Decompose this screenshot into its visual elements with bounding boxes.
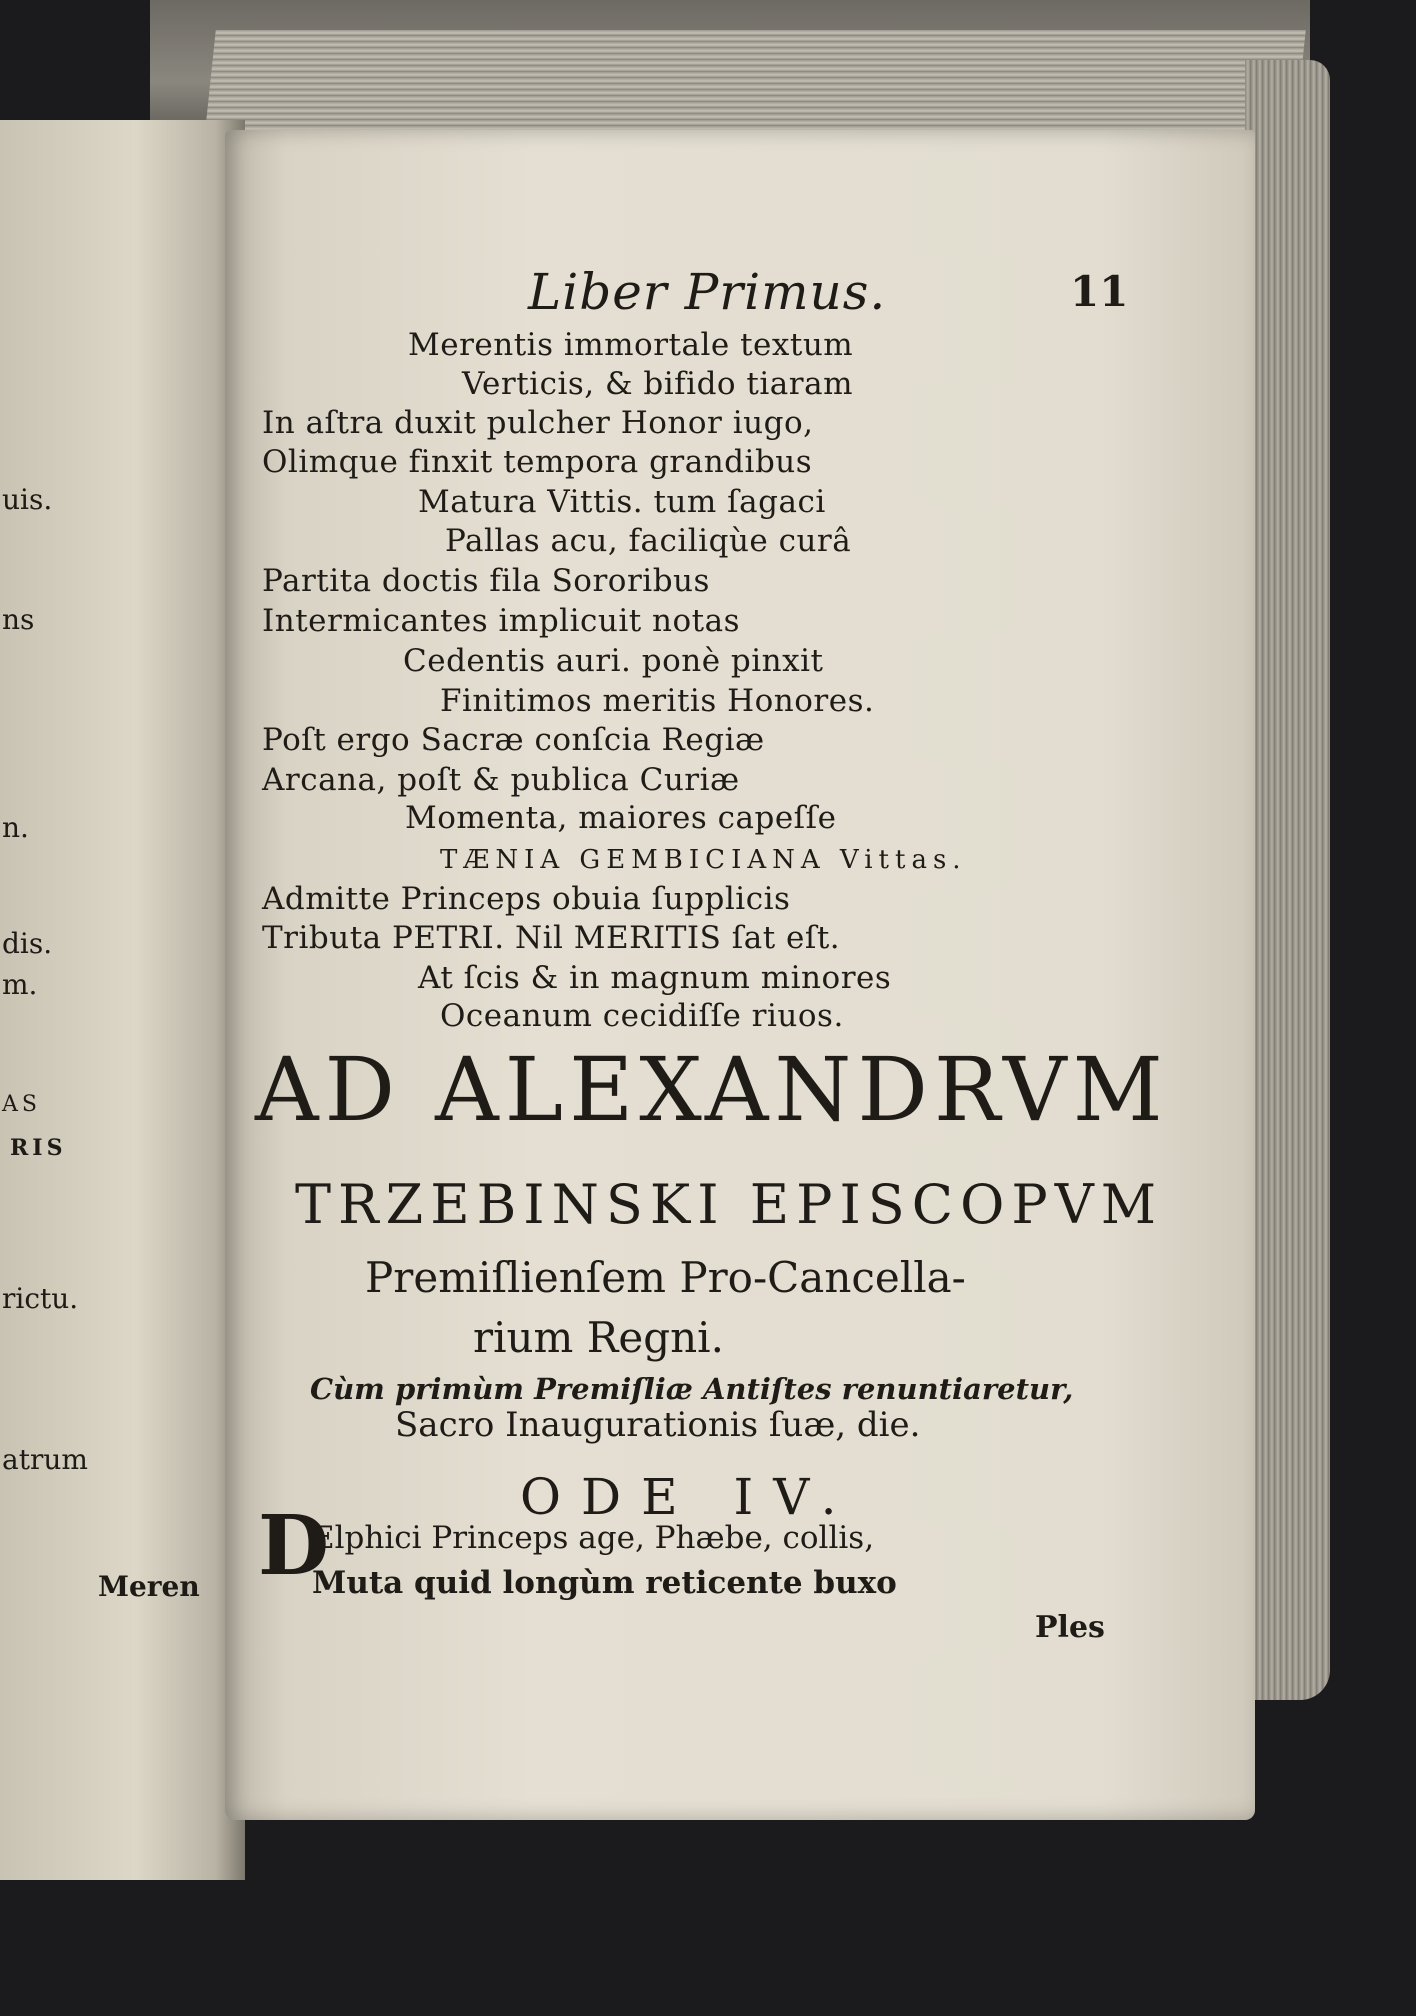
verse-line: Admitte Princeps obuia ſupplicis [262,881,791,917]
dedication-line: Premiſlienſem Pro-Cancella- [365,1253,966,1302]
occasion-line: Sacro Inaugurationis ſuæ, die. [395,1405,921,1445]
catchword: Ples [1035,1610,1105,1645]
left-fragment: ns [2,603,35,636]
page-edges-side [1245,60,1330,1700]
verse-line: Poſt ergo Sacræ conſcia Regiæ [262,722,765,758]
page-header [300,263,1129,323]
left-fragment: uis. [2,483,53,516]
occasion-line: Cùm primùm Premiſliæ Antiſtes renuntiaretur, [310,1372,1074,1406]
page-number: 11 [1070,267,1129,316]
verse-line: Momenta, maiores capeſſe [405,800,837,836]
drop-cap: D [258,1498,330,1594]
verse-line: Verticis, & bifido tiaram [462,366,853,402]
left-fragment: n. [2,811,29,844]
verse-line: Olimque finxit tempora grandibus [262,444,813,480]
running-title: Liber Primus. [528,263,887,321]
poem-title: AD ALEXANDRVM [255,1038,1169,1141]
left-page-text [0,120,240,1880]
left-page [0,120,245,1880]
left-fragment: RIS [10,1135,67,1161]
left-fragment: rictu. [2,1282,79,1315]
page-edges-top [204,30,1306,140]
ode-line: Elphici Princeps age, Phæbe, collis, [312,1520,875,1556]
verse-line: In aſtra duxit pulcher Honor iugo, [262,405,814,441]
verse-line: Pallas acu, faciliqùe curâ [445,523,852,559]
verse-line: Finitimos meritis Honores. [440,683,875,719]
dedication-line: rium Regni. [473,1313,724,1362]
verse-line: Merentis immortale textum [408,327,854,363]
verse-line: TÆNIA GEMBICIANA Vittas. [440,845,967,875]
verse-line: Oceanum cecidiſſe riuos. [440,998,844,1034]
ode-line: Muta quid longùm reticente buxo [312,1565,897,1601]
ode-heading: ODE IV. [520,1468,857,1526]
verse-line: Partita doctis fila Sororibus [262,563,710,599]
left-catchword: Meren [98,1570,200,1603]
verse-line: Matura Vittis. tum ſagaci [418,484,826,520]
verse-line: Tributa PETRI. Nil MERITIS ſat eſt. [262,920,841,956]
left-fragment: dis. [2,927,53,960]
verse-line: Intermicantes implicuit notas [262,603,741,639]
left-fragment: atrum [2,1443,88,1476]
verse-line: Cedentis auri. ponè pinxit [403,643,824,679]
left-fragment: m. [2,968,38,1001]
verse-line: At ſcis & in magnum minores [418,960,892,996]
verse-line: Arcana, poſt & publica Curiæ [262,762,740,798]
poem-subtitle: TRZEBINSKI EPISCOPVM [295,1173,1163,1236]
left-fragment: AS [2,1092,41,1117]
